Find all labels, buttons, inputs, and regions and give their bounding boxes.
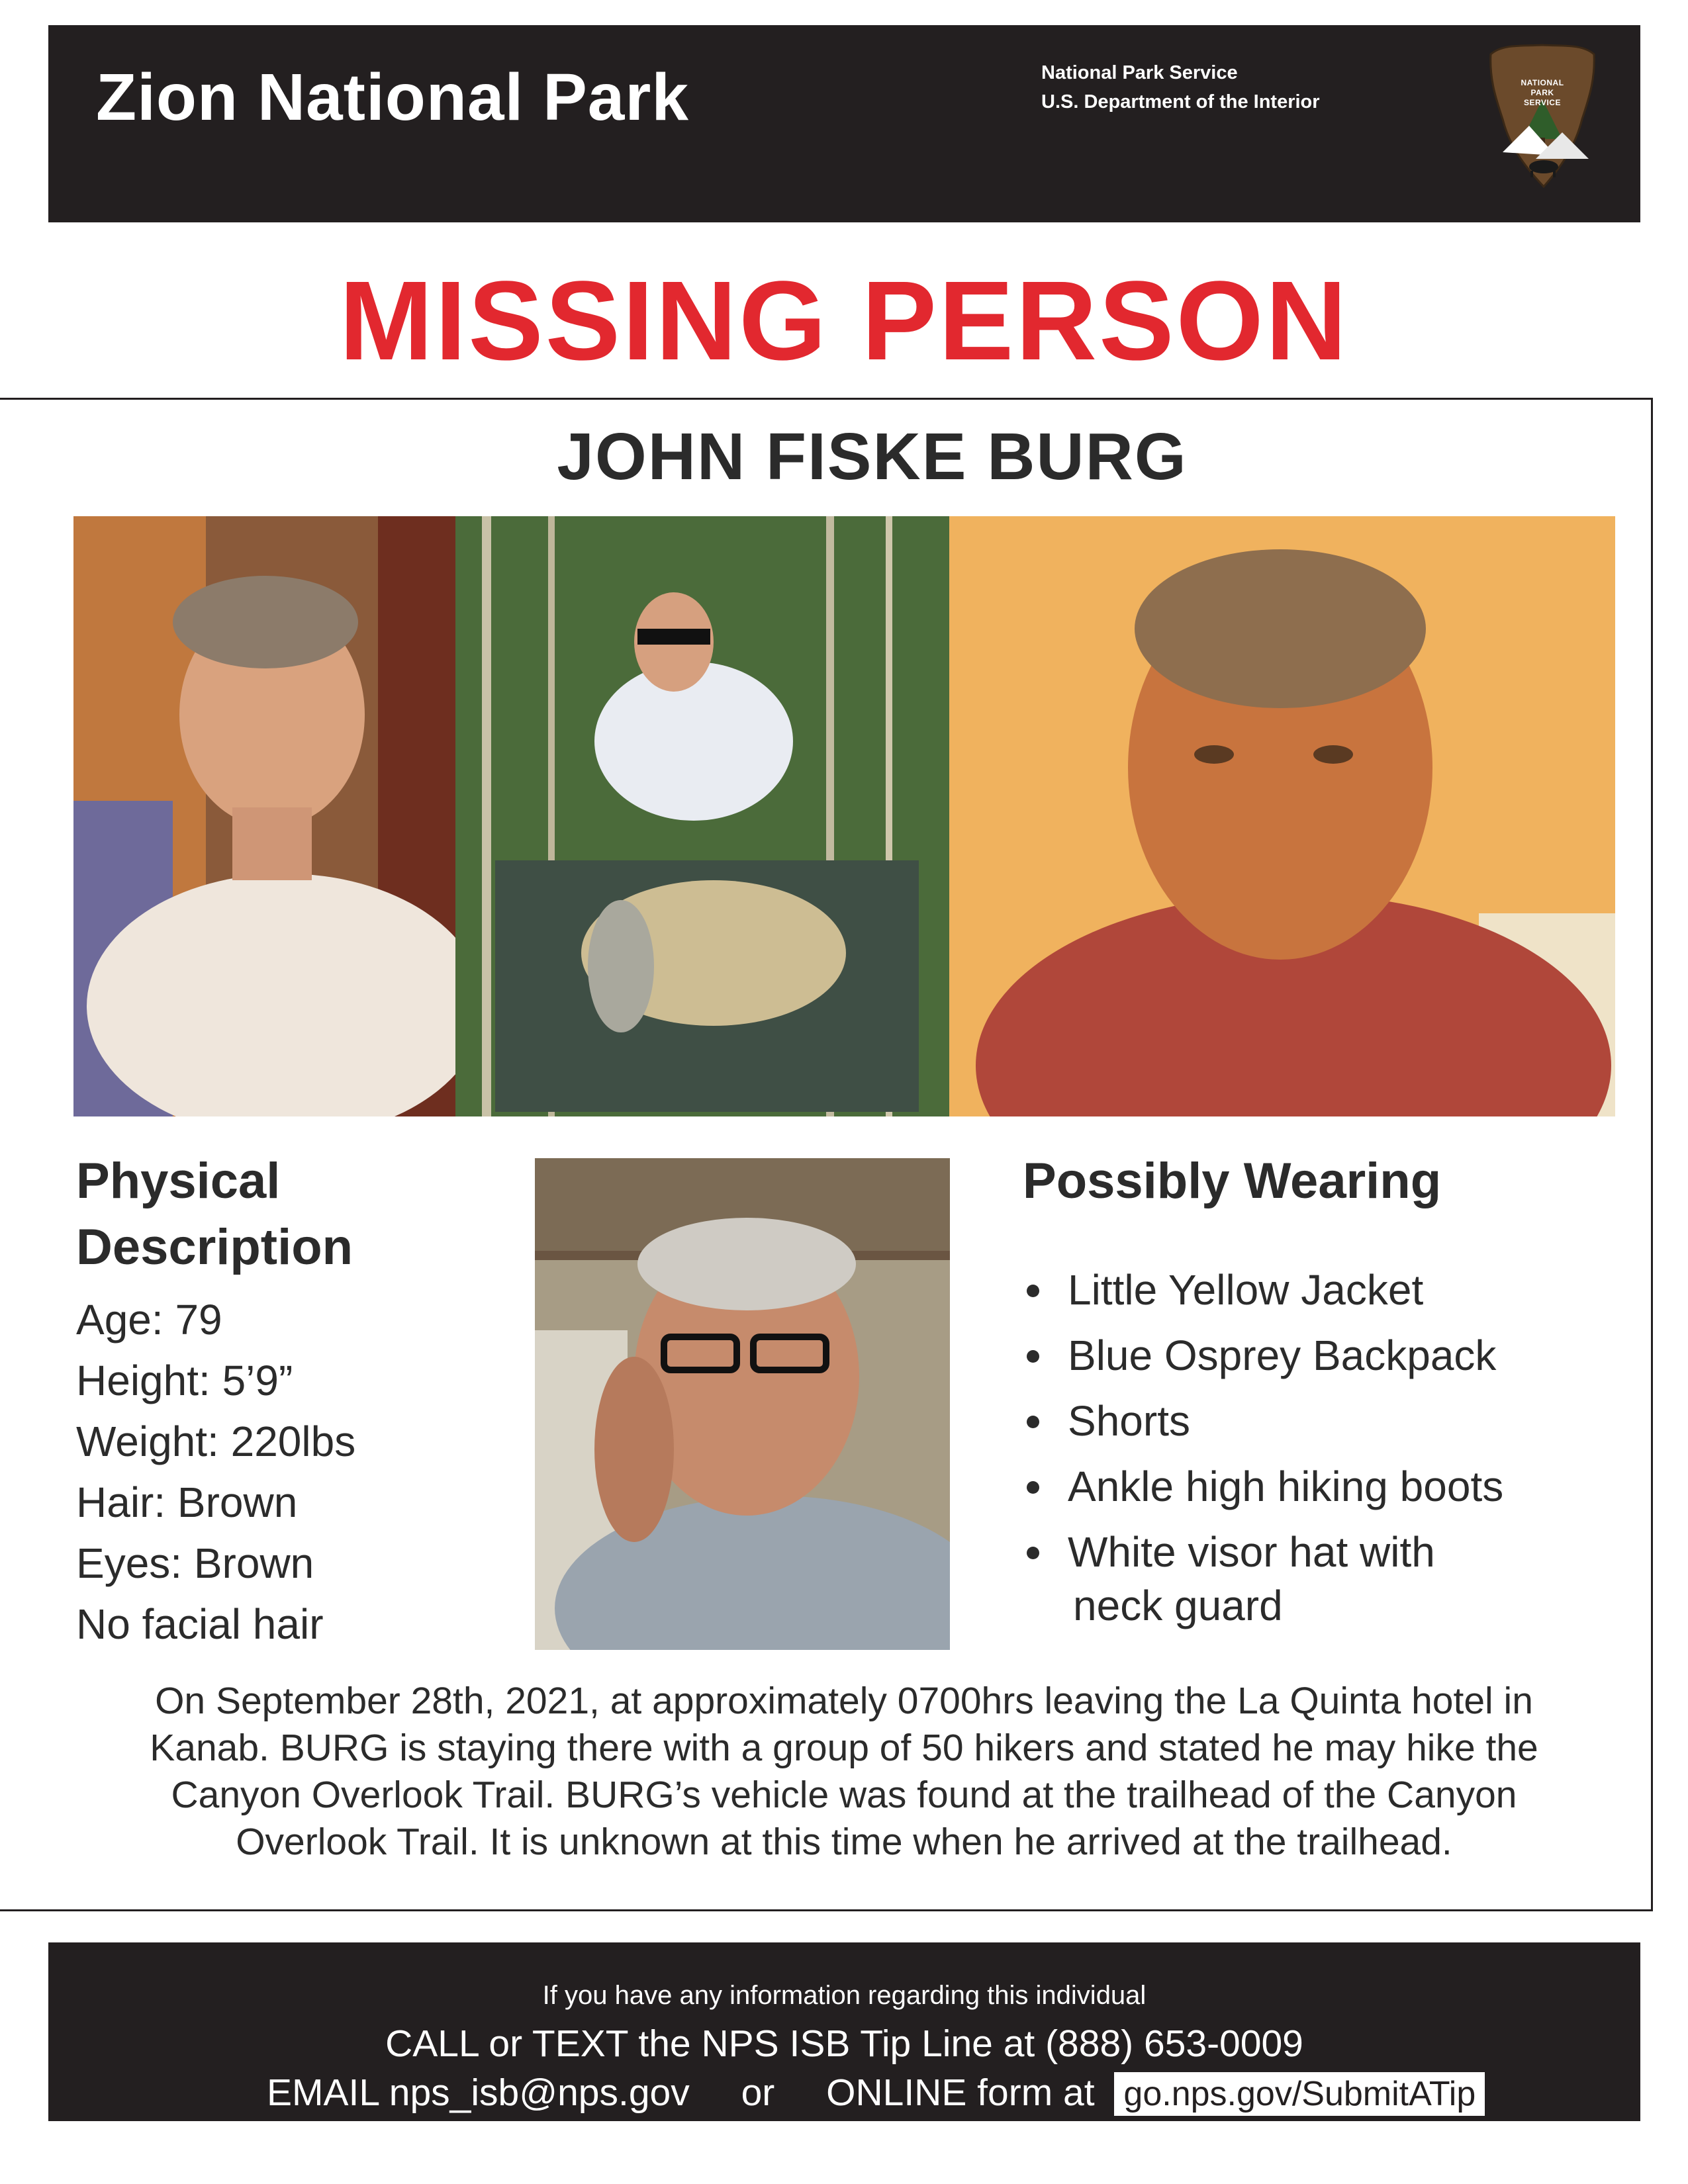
submit-tip-url[interactable]: go.nps.gov/SubmitATip <box>1114 2072 1485 2116</box>
or-separator: or <box>741 2071 775 2114</box>
physical-heading-line1: Physical <box>76 1153 281 1209</box>
wearing-item-backpack: Blue Osprey Backpack <box>1023 1323 1503 1388</box>
person-name: JOHN FISKE BURG <box>557 420 1188 494</box>
narrative-line: On September 28th, 2021, at approximately 0700hrs leaving the La Quinta hotel in <box>155 1680 1533 1722</box>
footer-contact-row <box>267 2070 1485 2116</box>
online-form-label: ONLINE form at <box>826 2071 1095 2114</box>
wearing-item-shorts: Shorts <box>1023 1388 1503 1454</box>
logo-word-service: SERVICE <box>1524 98 1561 107</box>
physical-description-list <box>76 1289 355 1655</box>
tip-line-phone: CALL or TEXT the NPS ISB Tip Line at (888) 653-0009 <box>385 2023 1303 2065</box>
photo-smiling-indoor <box>73 516 455 1116</box>
park-name: Zion National Park <box>96 60 689 134</box>
narrative-line: Overlook Trail. It is unknown at this time when he arrived at the trailhead. <box>236 1821 1452 1863</box>
wearing-item-boots: Ankle high hiking boots <box>1023 1454 1503 1520</box>
eyes-value: Eyes: Brown <box>76 1539 314 1587</box>
photo-bench-garden <box>455 516 949 1116</box>
nps-arrowhead-logo <box>1483 40 1602 192</box>
photo-glasses-phone <box>535 1158 950 1650</box>
agency-name: National Park Service <box>1041 62 1238 83</box>
department-name: U.S. Department of the Interior <box>1041 91 1320 113</box>
physical-description-heading <box>76 1148 353 1281</box>
contact-footer <box>48 1942 1640 2121</box>
narrative-line: Kanab. BURG is staying there with a group of 50 hikers and stated he may hike the <box>150 1727 1538 1769</box>
incident-narrative <box>83 1678 1605 1866</box>
facial-hair-value: No facial hair <box>76 1600 324 1648</box>
possibly-wearing-heading: Possibly Wearing <box>1023 1153 1442 1209</box>
height-value: Height: 5’9” <box>76 1357 293 1404</box>
nps-logo-text <box>1483 78 1602 108</box>
wearing-item-jacket: Little Yellow Jacket <box>1023 1257 1503 1323</box>
possibly-wearing-list <box>1023 1257 1503 1639</box>
footer-intro: If you have any information regarding this individual <box>542 1981 1147 2010</box>
wearing-item-hat-continued: neck guard <box>1073 1582 1283 1629</box>
email-contact: EMAIL nps_isb@nps.gov <box>267 2071 690 2114</box>
physical-heading-line2: Description <box>76 1219 353 1275</box>
wearing-item-hat: White visor hat with <box>1023 1520 1503 1585</box>
narrative-line: Canyon Overlook Trail. BURG’s vehicle was found at the trailhead of the Canyon <box>171 1774 1517 1816</box>
logo-word-park: PARK <box>1530 88 1554 97</box>
photo-red-sweater <box>949 516 1615 1116</box>
agency-block <box>1041 58 1320 116</box>
missing-person-title: MISSING PERSON <box>339 258 1349 384</box>
hair-value: Hair: Brown <box>76 1479 298 1526</box>
age-value: Age: 79 <box>76 1296 222 1343</box>
header-bar <box>48 25 1640 222</box>
logo-word-national: NATIONAL <box>1521 78 1564 87</box>
weight-value: Weight: 220lbs <box>76 1418 356 1465</box>
